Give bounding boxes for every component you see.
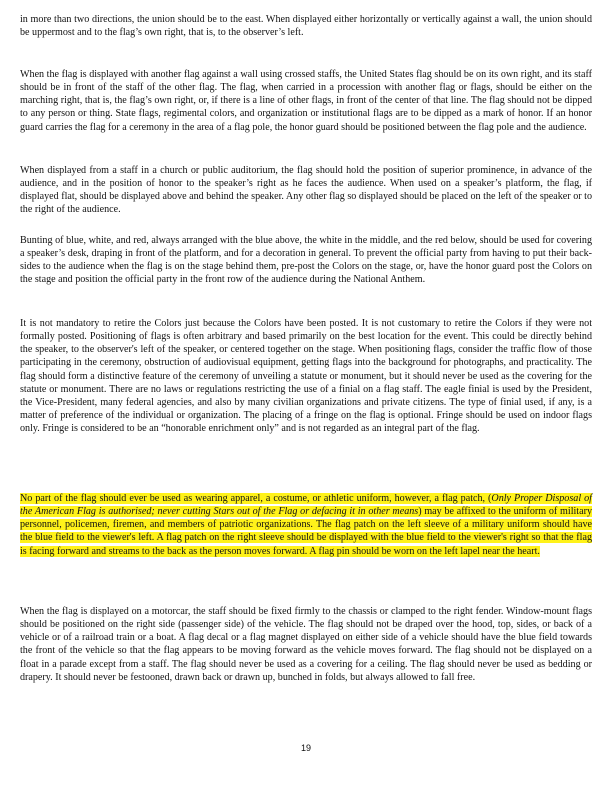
- paragraph-crossed-staffs: When the flag is displayed with another flag against a wall using crossed staffs, the United States flag should be on its own right, and its staff should be in front of the staff of the other flag. The flag, when carried in a procession with another flag or flags, should be either on the marching right, that is, the flag’s own right, or, if there is a line of other flags, in front of the center of that line. The flag should not be dipped to any person or thing. State flags, regimental colors, and organization or institutional flags are to be dipped as a mark of honor. If an honor guard carries the flag for a ceremony in the area of a flag pole, the honor guard should be positioned between the flag pole and the audience.: [20, 69, 592, 133]
- paragraph-union-display: in more than two directions, the union should be to the east. When displayed either horizontally or vertically against a wall, the union should be uppermost and to the flag’s own right, that is, to the observer’s left.: [20, 14, 592, 39]
- paragraph-retire-colors: It is not mandatory to retire the Colors just because the Colors have been posted. It is not customary to retire the Colors if they were not formally posted. Positioning of flags is often arbitrary and based primarily on the best location for the event. This could be directly behind the speaker, to the observer's left of the speaker, or centered together on the stage. When positioning flags, consider the traffic flow of those participating in the ceremony, obstruction of audiovisual equipment, getting flags into the background for photographs, and practicality. The flag should form a distinctive feature of the ceremony of unveiling a statute or monument, but it should never be used as the covering for the statute or monument. There are no laws or regulations restricting the use of a finial on a flag staff. The eagle finial is used by the President, the Vice-President, many federal agencies, and also by many civilian organizations and private citizens. The type of finial used, if any, is a matter of preference of the individual or organization. The placing of a fringe on the flag is optional. Fringe should be used on indoor flags only. Fringe is considered to be an “honorable enrichment only” and is not regarded as an integral part of the flag.: [20, 318, 592, 435]
- paragraph-bunting: Bunting of blue, white, and red, always arranged with the blue above, the white in the middle, and the red below, should be used for covering a speaker’s desk, draping in front of the platform, and for a decoration in general. To prevent the official party from having to put their back-sides to the audience when the flag is on the stage behind them, pre-post the Colors on the stage, or, have the honor guard post the Colors on the stage and position the official party in the front row of the audience during the National Anthem.: [20, 235, 592, 286]
- paragraph-motorcar: When the flag is displayed on a motorcar, the staff should be fixed firmly to the chassis or clamped to the right fender. Window-mount flags should be positioned on the right side (passenger side) of the vehicle. The flag should not be draped over the hood, top, sides, or back of a vehicle or of a railroad train or a boat. A flag decal or a flag magnet displayed on either side of a vehicle should have the blue field towards the front of the vehicle so that the flag appears to be moving forward as the vehicle moves forward. The flag should not be displayed on a float in a parade except from a staff. The flag should never be used as a covering for a ceiling. The flag should never be used as bedding or drapery. It should never be festooned, drawn back or drawn up, bunched in folds, but always allowed to fall free.: [20, 606, 592, 683]
- paragraph-flag-patch: [20, 492, 592, 558]
- highlight-italic-note: Only Proper Disposal of the American Flag is authorised; never cutting Stars out of the Flag or defacing it in other means: [20, 493, 592, 518]
- page-number: 19: [300, 743, 311, 753]
- highlight-text-start: No part of the flag should ever be used as wearing apparel, a costume, or athletic uniform, however, a flag patch, (: [20, 493, 492, 504]
- highlighted-text: [20, 493, 592, 557]
- highlight-text-end: ) may be affixed to the uniform of military personnel, policemen, firemen, and members of patriotic organizations. The flag patch on the left sleeve of a military uniform should have the blue field to the viewer's left. A flag patch on the right sleeve should be displayed with the blue field to the viewer's right so that the flag is facing forward and streams to the back as the person moves forward. A flag pin should be worn on the left lapel near the heart.: [20, 506, 592, 557]
- paragraph-church-auditorium: When displayed from a staff in a church or public auditorium, the flag should hold the position of superior prominence, in advance of the audience, and in the position of honor to the speaker’s right as he faces the audience. When used on a speaker’s platform, the flag, if displayed flat, should be displayed above and behind the speaker. Any other flag so displayed should be placed on the left of the speaker or to the right of the audience.: [20, 165, 592, 216]
